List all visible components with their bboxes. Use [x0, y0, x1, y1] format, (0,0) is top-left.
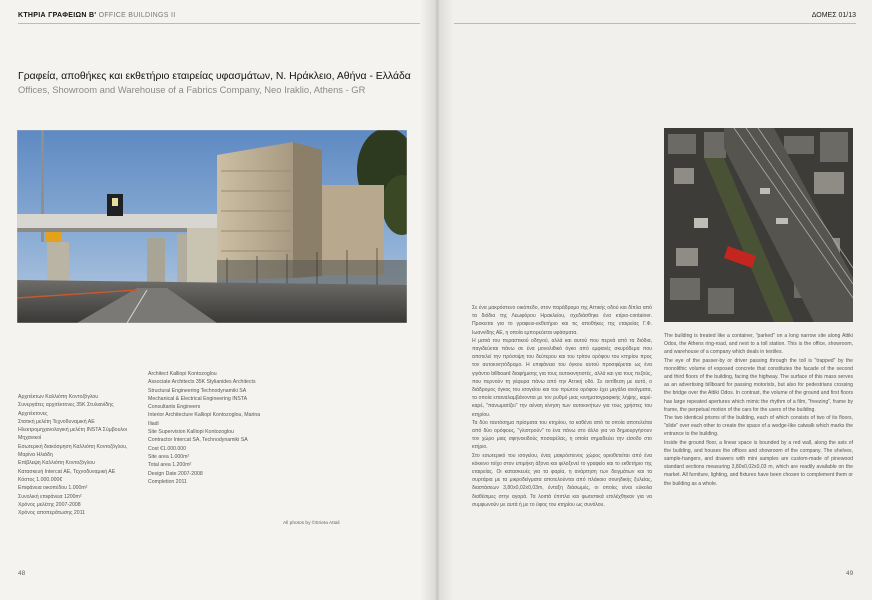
- credit-line: Ηλεκτρομηχανολογική μελέτη INSTA Σύμβουλοι: [18, 427, 127, 434]
- article-title-greek: Γραφεία, αποθήκες και εκθετήριο εταιρείας υφασμάτων, Ν. Ηράκλειο, Αθήνα - Ελλάδα: [18, 71, 411, 82]
- credit-line: Iliadi: [148, 420, 159, 427]
- header-rule: [454, 23, 856, 24]
- credit-line: Κόστος 1.000.000€: [18, 476, 63, 483]
- credit-line: Χρόνος μελέτης 2007-2008: [18, 501, 81, 508]
- credit-line: Επίβλεψη Καλλιόπη Κοντοζόγλου: [18, 460, 95, 467]
- aerial-site-photo: [664, 128, 853, 322]
- credit-line: Site Supervision Kalliopi Kontozoglou: [148, 429, 234, 436]
- paragraph: The building is treated like a container, "parked" on a long narrow site along Attiki Odos, the Athens ring-road, and next to a toll station. This is the office, showroom, and warehouse of a company which deals in textiles.: [664, 333, 853, 356]
- section-header: [18, 12, 175, 19]
- photo-credit: All photos by ©Erieta Attali: [283, 521, 340, 526]
- credit-line: Mechanical & Electrical Engineering INSTA: [148, 395, 248, 402]
- credit-line: Architect Kalliopi Kontozoglou: [148, 371, 217, 377]
- credit-line: Επιφάνεια οικοπέδου 1.000m²: [18, 485, 88, 492]
- body-text-greek: [472, 304, 652, 509]
- credits-english: [148, 370, 278, 486]
- section-title-greek: ΚΤΗΡΙΑ ΓΡΑΦΕΙΩΝ Β': [18, 12, 97, 19]
- paragraph: Σε ένα μακρόστενο οικόπεδο, στον παράδρομο της Αττικής οδού και δίπλα από τα διόδια της Λεωφόρου Ηρακλείου, σχεδιάσθηκε ένα κτίριο-container. Προκειται για το γραφειο-εκθετήριο και τις αποθήκες της εταιρείας Γ.Φ. Ιωαννίδης ΑΕ, η οποία εμπορεύεται υφάσματα.: [472, 305, 652, 336]
- issue-label: ΔΟΜΕΣ 01/13: [811, 12, 856, 19]
- header-rule: [18, 23, 420, 24]
- credit-line: Consultants Engineers: [148, 404, 201, 411]
- paragraph: The eye of the passer-by or driver passing through the toll is "trapped" by the monolithic volume of exposed concrete that constitutes the facade of the second and third floors of the building, facing the highway. The surface of this mass serves as an advertising billboard for passing motorists, but also for pedestrians crossing the bridge over the Attiki Odos. In contrast, the volume of the ground and first floors has large repeated apertures which mimic the rhythm of a film, "freezing", frame by frame, the perpetual motion of the cars for the users of the building.: [664, 357, 853, 413]
- credit-line: Associate Architects 35K Stylianides Architects: [148, 379, 256, 386]
- credit-line: Interior Architecture Kalliopi Kontozoglou, Marina: [148, 412, 261, 419]
- credit-line: Αρχιτέκτων Καλλιόπη Κοντοζόγλου: [18, 394, 99, 400]
- credit-line: Site area 1.000m²: [148, 453, 190, 460]
- building-photo-toll-station: [17, 130, 407, 323]
- credit-line: Συνεργάτες αρχιτέκτονες 35K Στυλιανίδης: [18, 402, 114, 409]
- credit-line: Εσωτερική διακόσμηση Καλλιόπη Κοντοζόγλου,: [18, 443, 128, 450]
- credit-line: Completion 2011: [148, 478, 187, 485]
- article-title-english: Offices, Showroom and Warehouse of a Fabrics Company, Neo Iraklio, Athens - GR: [18, 84, 366, 95]
- credit-line: Structural Engineering Technodynamiki SA: [148, 387, 247, 394]
- paragraph: Inside the ground floor, a linear space is bounded by a red wall, along the axis of the building, and houses the offices and showroom of the company. The shelves, sample-hangers, and drawers with mini samples are custom-made of pinewood standard sections measuring 3,80x0,02x0,03 m, which are readily available on the market. All furniture, lighting, and fixtures have been chosen to complement them or the building as a whole.: [664, 439, 853, 487]
- credit-line: Αρχιτέκτονες: [18, 410, 48, 417]
- body-text-english: [664, 332, 853, 488]
- paragraph: Στο εσωτερικό του ισογείου, ένας μακρόστενος χώρος οριοθετείται από ένα κόκκινο τοίχο στον επιμήκη άξονα και φιλοξενεί το γραφείο και το εκθετήριο της εταιρείας. Οι κατασκευές για τα φαρία, η ανάρτηση των δειγμάτων και τα συρτάρια με τα μικροδείγματα αποτελούνται από πλάκοιο σουηδικής ξυλείας, διαστάσεων 3,80x0,02x0,03m, ένταξη διάσωμές, οι οποίες είναι εύκολα διαθέσιμες στην αγορά. Τα λοιπά έπιπλα και φωτιστικά επιλέχθηκαν για να συμφωνούν με αυτά ή με το ύφος του κτηρίου ως συνόλου.: [472, 452, 652, 508]
- paragraph: Τα δύο ταυτόσημα πρίσματα του κτηρίου, τα καθένα από τα οποία αποτελείται από δύο ορόφους, "γλιστρούν" το ένα πάνω στο άλλο για να δημιουργήσουν τον χώρο μιας σφηνοειδούς ποσαρέλας, η οποία σημαδεύει την είσοδο στο κτήριο.: [472, 419, 652, 451]
- credit-line: Στατική μελέτη Τεχνοδυναμική ΑΕ: [18, 418, 95, 425]
- page-number-left: 48: [18, 570, 26, 577]
- credits-greek: [18, 393, 138, 517]
- credit-line: Συνολική επιφάνεια 1200m²: [18, 493, 82, 500]
- credit-line: Χρόνος αποπεράτωσης 2011: [18, 510, 86, 517]
- credit-line: Cost €1.000.000: [148, 445, 187, 452]
- credit-line: Total area 1.200m²: [148, 462, 192, 469]
- credit-line: Contractor Intercat SA, Technodynamiki SA: [148, 437, 248, 444]
- paragraph: The two identical prisms of the building, each of which consists of two of its floors, "slide" over each other to create the space of a wedge-like catwalk which marks the entrance to the building.: [664, 415, 853, 438]
- credit-line: Κατασκευή Intercat ΑΕ, Τεχνοδυναμική ΑΕ: [18, 468, 116, 475]
- section-title-english: OFFICE BUILDINGS II: [98, 12, 176, 19]
- page-number-right: 49: [846, 570, 854, 577]
- credit-line: Μαρίνα Ηλιάδη: [18, 452, 53, 459]
- credit-line: Design Date 2007-2008: [148, 470, 203, 477]
- page-gutter: [420, 0, 454, 600]
- credit-line: Μηχανικοί: [18, 435, 42, 442]
- paragraph: Η ματιά του περαστικού οδηγού, αλλά και αυτού που περνά από τα διόδια, παγιδεύεται πάνω σε ένα μονολιθικό όγκο από εμφανές σκυρόδεμα που αποτελεί την πρόσοψη του δεύτερου και του τρίτου ορόφου του κτηρίου προς τον αυτοκινητόδρομο. Η επιφάνεια του όγκου αυτού προσφέρεται ως ένα γιγάντιο billboard διαφήμισης για τους αυτοκινητιστές, αλλά και για τους πεζούς, που περνούν τη γέφυρα πάνω από την Αττική οδό. Σε αντίθεση με αυτό, ο διάδρομος όγκος του ισογείου και του πρώτου ορόφου έχει μεγάλα ανοίγματα, τα οποία επαναλαμβάνονται με τον ρυθμό μιας κινηματογραφικής λήψης, καρέ-καρέ, "πανωματίζει" την αέναη κίνηση των αυτοκινήτων για τους χρήστες του κτηρίου.: [472, 337, 652, 418]
